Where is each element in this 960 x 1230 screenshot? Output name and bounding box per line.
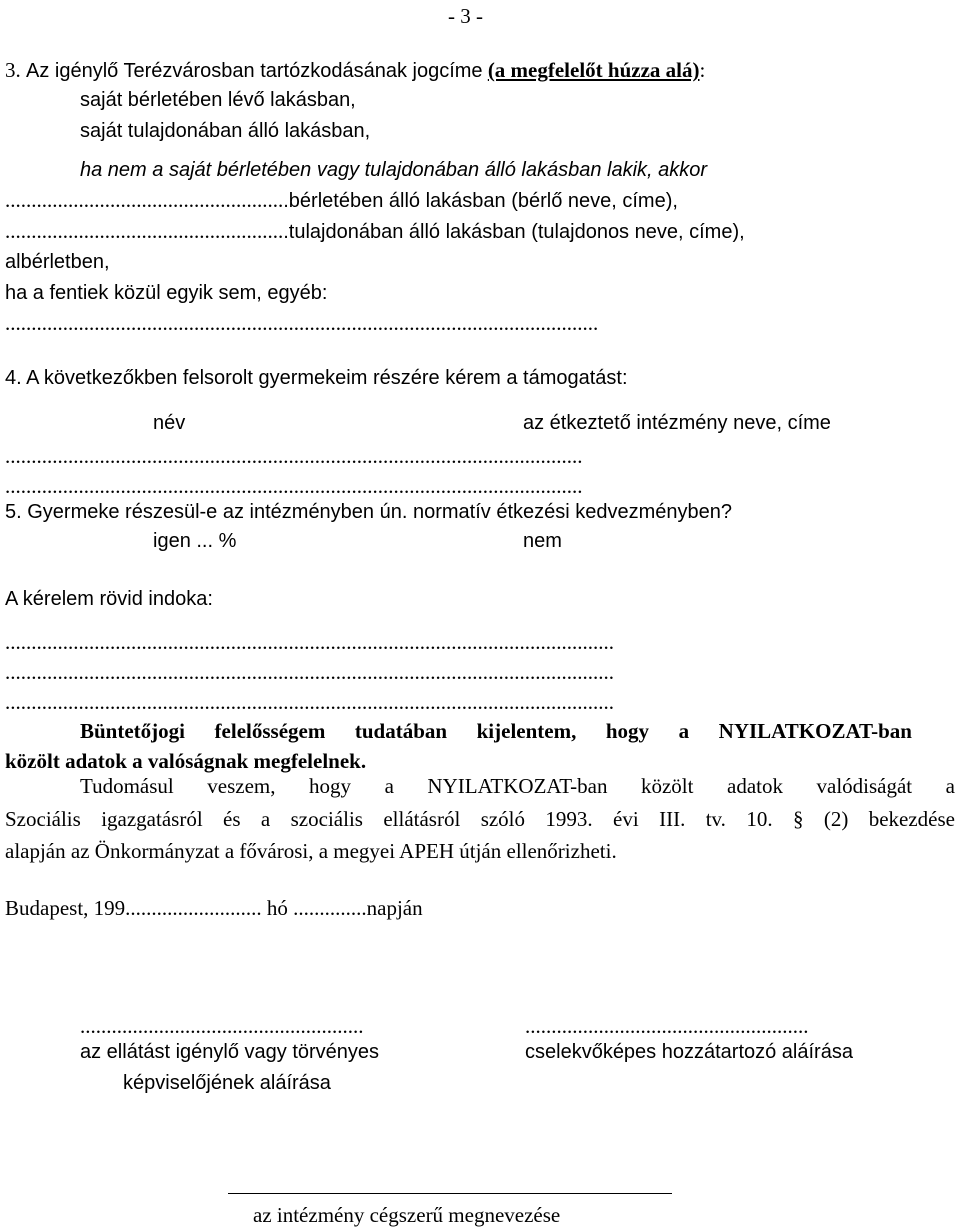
option-property-label: .tulajdonában álló lakásban (tulajdonos neve, címe), <box>283 221 745 243</box>
q3-lead: Az igénylő Terézvárosban tartózkodásának jogcíme <box>26 60 483 82</box>
q5-heading: 5. Gyermeke részesül-e az intézményben ún. normatív étkezési kedvezményben? <box>5 501 733 523</box>
institution-name-label: az intézmény cégszerű megnevezése <box>253 1203 561 1227</box>
q5-option-yes[interactable]: igen ... % <box>153 530 237 552</box>
child-fill-line-1[interactable]: .............................................................................................................. <box>5 444 583 468</box>
declaration-bold-line-2: közölt adatok a valóságnak megfelelnek. <box>5 749 367 773</box>
institution-stamp-rule[interactable] <box>228 1193 672 1194</box>
declaration-line-3: alapján az Önkormányzat a fővárosi, a megyei APEH útján ellenőrizheti. <box>5 839 617 863</box>
option-property-line[interactable] <box>5 221 745 242</box>
q3-number: 3. <box>5 58 21 82</box>
reason-fill-line-3[interactable]: .................................................................................................................... <box>5 690 614 714</box>
option-rent-line[interactable] <box>5 190 678 211</box>
q3-instruction: (a megfelelőt húzza alá) <box>487 58 700 82</box>
other-fill-line[interactable]: ................................................................................................................. <box>5 311 599 335</box>
rent-fill-dots: ..................................................... <box>5 188 284 212</box>
signature-applicant-line[interactable]: ...................................................... <box>80 1014 364 1038</box>
q3-heading <box>5 60 705 81</box>
option-own-rent[interactable]: saját bérletében lévő lakásban, <box>80 89 356 111</box>
q3-colon: : <box>699 58 706 82</box>
declaration-bold-line-1: Büntetőjogi felelősségem tudatában kijelentem, hogy a NYILATKOZAT-ban <box>80 719 912 743</box>
q5-option-no[interactable]: nem <box>523 530 562 552</box>
signature-relative-label: cselekvőképes hozzátartozó aláírása <box>525 1041 853 1063</box>
option-other[interactable]: ha a fentiek közül egyik sem, egyéb: <box>5 282 328 304</box>
reason-fill-line-2[interactable]: .................................................................................................................... <box>5 660 614 684</box>
option-sublet[interactable]: albérletben, <box>5 251 110 273</box>
declaration-line-1: Tudomásul veszem, hogy a NYILATKOZAT-ban közölt adatok valódiságát a <box>80 774 955 798</box>
option-own-property[interactable]: saját tulajdonában álló lakásban, <box>80 120 371 142</box>
signature-relative-line[interactable]: ...................................................... <box>525 1014 809 1038</box>
reason-label: A kérelem rövid indoka: <box>5 588 213 610</box>
declaration-line-2: Szociális igazgatásról és a szociális ellátásról szóló 1993. évi III. tv. 10. § (2) bekezdése <box>5 807 955 831</box>
column-institution: az étkeztető intézmény neve, címe <box>523 412 831 434</box>
signature-applicant-label-1: az ellátást igénylő vagy törvényes <box>80 1041 380 1063</box>
reason-fill-line-1[interactable]: .................................................................................................................... <box>5 630 614 654</box>
child-fill-line-2[interactable]: .............................................................................................................. <box>5 474 583 498</box>
signature-applicant-label-2: képviselőjének aláírása <box>123 1072 331 1094</box>
q4-heading: 4. A következőkben felsorolt gyermekeim részére kérem a támogatást: <box>5 367 628 389</box>
option-rent-label: .bérletében álló lakásban (bérlő neve, címe), <box>283 190 678 212</box>
column-name: név <box>153 412 186 434</box>
property-fill-dots: ..................................................... <box>5 219 284 243</box>
conditional-note: ha nem a saját bérletében vagy tulajdonában álló lakásban lakik, akkor <box>80 159 708 181</box>
place-date-line[interactable]: Budapest, 199.......................... hó ..............napján <box>5 896 423 920</box>
page-number: - 3 - <box>448 4 483 28</box>
